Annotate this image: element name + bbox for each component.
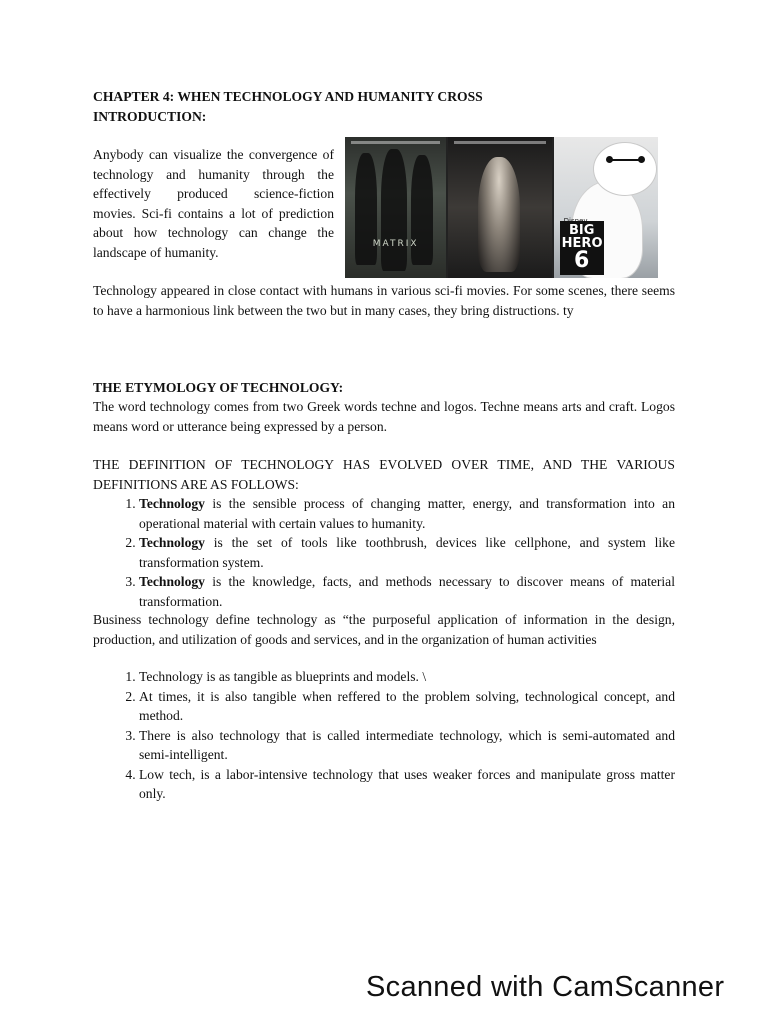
business-list <box>93 667 675 804</box>
robot-figure <box>478 157 520 272</box>
chapter-title <box>93 87 675 126</box>
chapter-title-line: CHAPTER 4: WHEN TECHNOLOGY AND HUMANITY CROSS <box>93 89 483 104</box>
etymology-paragraph: The word technology comes from two Greek words techne and logos. Techne means arts and craft. Logos means word or utterance being expressed by a person. <box>93 399 675 434</box>
logo-six: 6 <box>574 248 590 273</box>
definitions-list <box>93 494 675 611</box>
etymology-heading: THE ETYMOLOGY OF TECHNOLOGY: <box>93 380 344 395</box>
poster-credits-line <box>454 141 545 144</box>
business-list-wrapper <box>93 667 675 804</box>
matrix-poster <box>345 137 446 278</box>
big-hero-6-logo <box>560 221 604 275</box>
business-list-item: 1. Technology is as tangible as blueprints and models. \ <box>139 667 675 687</box>
definitions-intro: THE DEFINITION OF TECHNOLOGY HAS EVOLVED OVER TIME, AND THE VARIOUS DEFINITIONS ARE AS FOLLOWS: <box>93 457 675 492</box>
business-paragraph: Business technology define technology as “the purposeful application of information in the design, production, and utilization of goods and services, and in the organization of human activities <box>93 612 675 647</box>
definition-item <box>139 494 675 533</box>
definition-item <box>139 533 675 572</box>
baymax-eye <box>638 156 645 163</box>
business-list-item: 3. There is also technology that is called intermediate technology, which is semi-automated and semi-intelligent. <box>139 726 675 765</box>
matrix-title: MATRIX <box>372 239 419 249</box>
business-list-item: 2. At times, it is also tangible when reffered to the problem solving, technological concept, and method. <box>139 687 675 726</box>
robot-movie-poster <box>448 137 551 278</box>
definition-term: Technology <box>139 535 205 550</box>
definition-item <box>139 572 675 611</box>
baymax-eye <box>606 156 613 163</box>
intro-paragraph: Anybody can visualize the convergence of technology and humanity through the effectively produced science-fiction movies. Sci-fi contains a lot of prediction about how technology can change the landscape of humanity. <box>93 147 334 260</box>
definition-term: Technology <box>139 496 205 511</box>
business-list-item: 4. Low tech, is a labor-intensive technology that uses weaker forces and manipulate gross matter only. <box>139 765 675 804</box>
logo-big: BIG <box>568 223 595 238</box>
baymax-head <box>594 143 656 195</box>
definitions-list-wrapper <box>93 494 675 611</box>
big-hero-6-poster <box>554 137 658 278</box>
poster-credits-line <box>351 141 440 144</box>
baymax-eye-line <box>608 159 642 161</box>
logo-hero: HERO <box>561 236 603 251</box>
definition-text: is the sensible process of changing matter, energy, and transformation into an operational material with certain values to humanity. <box>139 496 675 531</box>
intro-paragraph-continued: Technology appeared in close contact with humans in various sci-fi movies. For some scenes, there seems to have a harmonious link between the two but in many cases, they bring distructions. ty <box>93 283 675 318</box>
definition-term: Technology <box>139 574 205 589</box>
introduction-heading: INTRODUCTION: <box>93 108 207 124</box>
definition-text: is the knowledge, facts, and methods necessary to discover means of material transformation. <box>139 574 675 609</box>
movie-posters-image <box>345 137 658 278</box>
camscanner-watermark: Scanned with CamScanner <box>366 971 725 1003</box>
definition-text: is the set of tools like toothbrush, devices like cellphone, and system like transformation system. <box>139 535 675 570</box>
